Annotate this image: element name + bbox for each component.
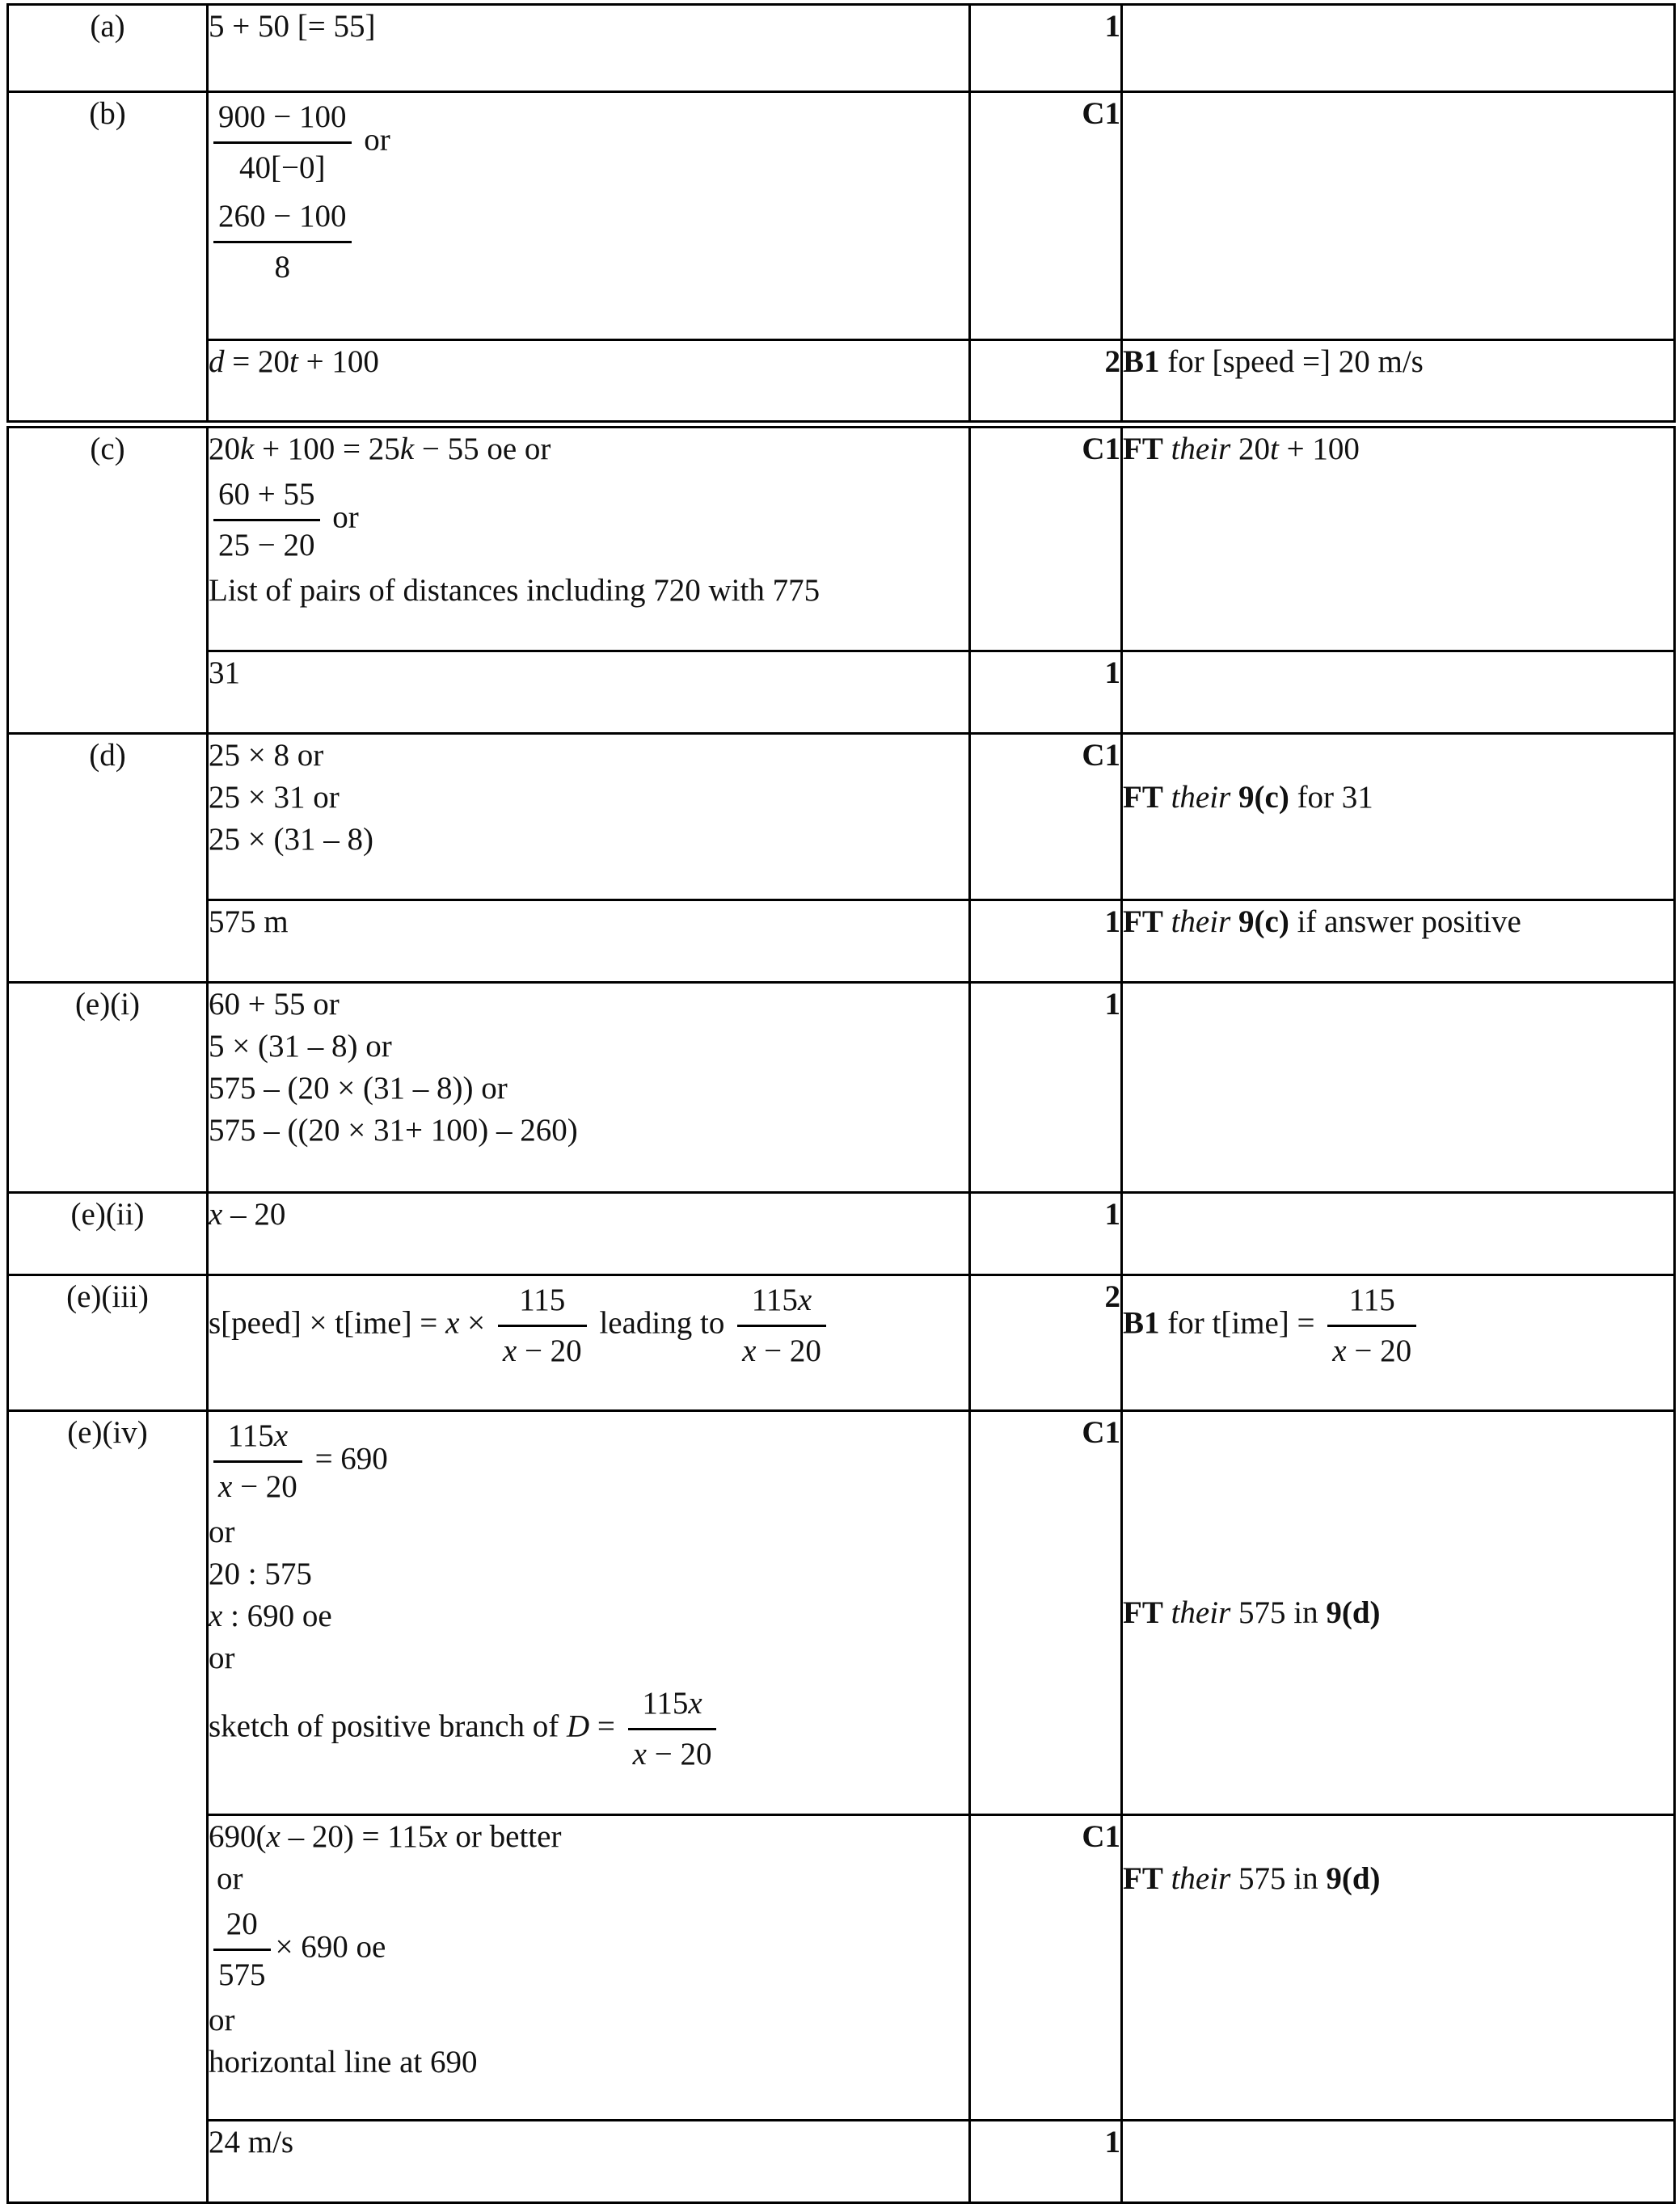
guidance-cell: B1 for [speed =] 20 m/s xyxy=(1122,340,1675,422)
guidance-cell xyxy=(1122,92,1675,340)
answer-cell: 575 m xyxy=(208,900,970,983)
table-row xyxy=(8,983,1675,1193)
guidance-cell xyxy=(1122,1193,1675,1275)
guidance-cell: FT their 9(c) for 31 xyxy=(1122,734,1675,900)
guidance-cell xyxy=(1122,5,1675,92)
fraction: $\frac{115}{x - 20}$ xyxy=(498,1276,587,1376)
fraction: $\frac{115x}{x - 20}$ xyxy=(628,1679,717,1779)
mark-cell: 1 xyxy=(970,5,1122,92)
table-row xyxy=(8,2121,1675,2203)
guidance-cell xyxy=(1122,651,1675,734)
mark-cell: C1 xyxy=(970,92,1122,340)
question-label: (e)(i) xyxy=(8,983,208,1193)
guidance-cell: FT their 575 in 9(d) xyxy=(1122,1411,1675,1815)
table-row xyxy=(8,651,1675,734)
mark-cell: 1 xyxy=(970,983,1122,1193)
guidance-cell: B1 for t[ime] = $\frac{115}{x - 20}$ xyxy=(1122,1275,1675,1411)
question-label: (e)(ii) xyxy=(8,1193,208,1275)
mark-cell: C1 xyxy=(970,428,1122,651)
answer-cell: s[peed] × t[ime] = x × $\frac{115}{x - 20}$ leading to $\frac{115x}{x - 20}$ xyxy=(208,1275,970,1411)
answer-cell: 31 xyxy=(208,651,970,734)
mark-cell: 1 xyxy=(970,2121,1122,2203)
answer-cell: 690(x – 20) = 115x or better or $\frac{20}{575}$ × 690 oe or horizontal line at 690 xyxy=(208,1815,970,2121)
table-row xyxy=(8,340,1675,422)
table-row xyxy=(8,734,1675,900)
fraction: $\frac{60 + 55}{25 - 20}$ xyxy=(213,470,320,570)
guidance-cell xyxy=(1122,983,1675,1193)
answer-cell: 60 + 55 or 5 × (31 – 8) or 575 – (20 × (31 – 8)) or 575 – ((20 × 31+ 100) – 260) xyxy=(208,983,970,1193)
fraction: $\frac{115}{x - 20}$ xyxy=(1327,1276,1416,1376)
mark-cell: C1 xyxy=(970,1411,1122,1815)
fraction: $\frac{20}{575}$ xyxy=(213,1900,271,1999)
mark-cell: 2 xyxy=(970,340,1122,422)
guidance-cell xyxy=(1122,2121,1675,2203)
mark-cell: C1 xyxy=(970,1815,1122,2121)
answer-cell: 24 m/s xyxy=(208,2121,970,2203)
answer-cell: $\frac{115x}{x - 20}$ = 690 or 20 : 575 x : 690 oe or sketch of positive branch of D = $\frac{115x}{x - 20}$ xyxy=(208,1411,970,1815)
fraction: $\frac{115x}{x - 20}$ xyxy=(737,1276,826,1376)
table-row xyxy=(8,1275,1675,1411)
table-row xyxy=(8,1193,1675,1275)
table-row xyxy=(8,1411,1675,1815)
mark-cell: 1 xyxy=(970,651,1122,734)
fraction: $\frac{260 - 100}{8}$ xyxy=(213,192,352,292)
mark-scheme-table-bottom xyxy=(6,426,1676,2204)
mark-scheme-table-top xyxy=(6,3,1676,423)
table-row xyxy=(8,428,1675,651)
question-label: (e)(iv) xyxy=(8,1411,208,2203)
answer-cell: 25 × 8 or 25 × 31 or 25 × (31 – 8) xyxy=(208,734,970,900)
answer-cell: $\frac{900 - 100}{40[-0]}$ or $\frac{260 - 100}{8}$ xyxy=(208,92,970,340)
table-row xyxy=(8,1815,1675,2121)
fraction: $\frac{115x}{x - 20}$ xyxy=(213,1412,302,1511)
answer-cell: 5 + 50 [= 55] xyxy=(208,5,970,92)
mark-cell: 2 xyxy=(970,1275,1122,1411)
table-row xyxy=(8,92,1675,340)
question-label: (e)(iii) xyxy=(8,1275,208,1411)
guidance-cell: FT their 575 in 9(d) xyxy=(1122,1815,1675,2121)
guidance-cell: FT their 9(c) if answer positive xyxy=(1122,900,1675,983)
mark-cell: 1 xyxy=(970,1193,1122,1275)
question-label: (c) xyxy=(8,428,208,734)
guidance-cell: FT their 20t + 100 xyxy=(1122,428,1675,651)
table-row xyxy=(8,900,1675,983)
question-label: (a) xyxy=(8,5,208,92)
question-label: (b) xyxy=(8,92,208,422)
answer-cell: d = 20t + 100 xyxy=(208,340,970,422)
mark-cell: C1 xyxy=(970,734,1122,900)
mark-cell: 1 xyxy=(970,900,1122,983)
question-label: (d) xyxy=(8,734,208,983)
answer-cell: 20k + 100 = 25k − 55 oe or $\frac{60 + 55}{25 - 20}$ or List of pairs of distances including 720 with 775 xyxy=(208,428,970,651)
fraction: $\frac{900 - 100}{40[-0]}$ xyxy=(213,93,352,192)
answer-cell: x – 20 xyxy=(208,1193,970,1275)
table-row xyxy=(8,5,1675,92)
